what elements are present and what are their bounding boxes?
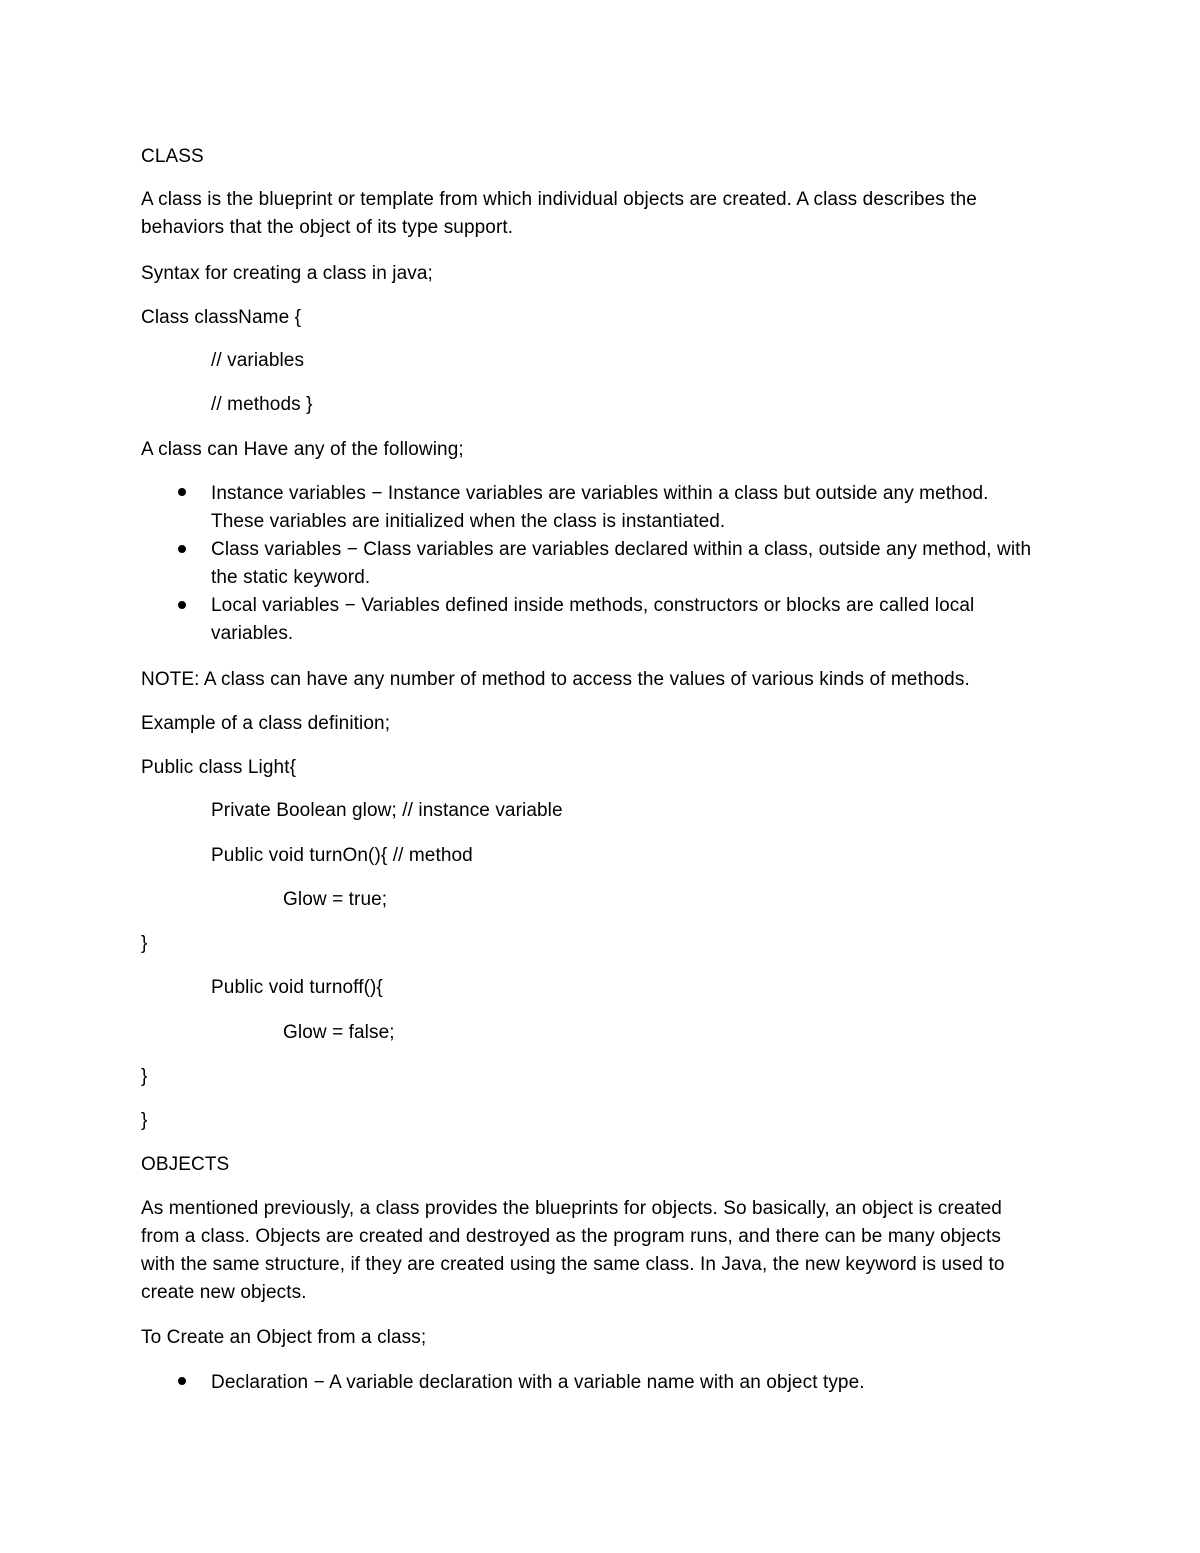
bullet-dot <box>178 545 186 553</box>
bullet-item-class-line-1: Class variables − Class variables are variables declared within a class, outside any method, with <box>211 539 1032 560</box>
code-line-6: Public void turnoff(){ <box>211 977 383 998</box>
class-intro-line-2: behaviors that the object of its type support. <box>141 217 514 238</box>
bullet-dot <box>178 601 186 609</box>
bullet-dot <box>178 488 186 496</box>
bullet-item-local-line-1: Local variables − Variables defined inside methods, constructors or blocks are called local <box>211 595 975 616</box>
bullet-item-class-line-2: the static keyword. <box>211 567 371 588</box>
bullet-dot <box>178 1377 186 1385</box>
code-line-8: } <box>141 1066 148 1087</box>
code-line-1: Public class Light{ <box>141 757 297 778</box>
bullet-item-declaration: Declaration − A variable declaration with a variable name with an object type. <box>211 1372 865 1393</box>
example-label: Example of a class definition; <box>141 713 391 734</box>
code-line-7: Glow = false; <box>283 1022 395 1043</box>
bullet-item-instance-line-1: Instance variables − Instance variables are variables within a class but outside any method. <box>211 483 989 504</box>
syntax-line-1: Class className { <box>141 307 302 328</box>
objects-para-line-4: create new objects. <box>141 1282 307 1303</box>
syntax-line-3: // methods } <box>211 394 313 415</box>
heading-class: CLASS <box>141 146 204 167</box>
code-line-4: Glow = true; <box>283 889 388 910</box>
bullet-item-local-line-2: variables. <box>211 623 294 644</box>
syntax-label: Syntax for creating a class in java; <box>141 263 433 284</box>
create-label: To Create an Object from a class; <box>141 1327 427 1348</box>
note-text: NOTE: A class can have any number of method to access the values of various kinds of methods. <box>141 669 970 690</box>
syntax-line-2: // variables <box>211 350 305 371</box>
objects-para-line-3: with the same structure, if they are created using the same class. In Java, the new keyword is used to <box>141 1254 1005 1275</box>
objects-para-line-1: As mentioned previously, a class provides the blueprints for objects. So basically, an object is created <box>141 1198 1002 1219</box>
code-line-2: Private Boolean glow; // instance variable <box>211 800 563 821</box>
heading-objects: OBJECTS <box>141 1154 230 1175</box>
objects-para-line-2: from a class. Objects are created and destroyed as the program runs, and there can be many objects <box>141 1226 1001 1247</box>
code-line-3: Public void turnOn(){ // method <box>211 845 473 866</box>
can-have-label: A class can Have any of the following; <box>141 439 464 460</box>
code-line-9: } <box>141 1110 148 1131</box>
code-line-5: } <box>141 933 148 954</box>
bullet-item-instance-line-2: These variables are initialized when the class is instantiated. <box>211 511 726 532</box>
class-intro-line-1: A class is the blueprint or template from which individual objects are created. A class describes the <box>141 189 977 210</box>
